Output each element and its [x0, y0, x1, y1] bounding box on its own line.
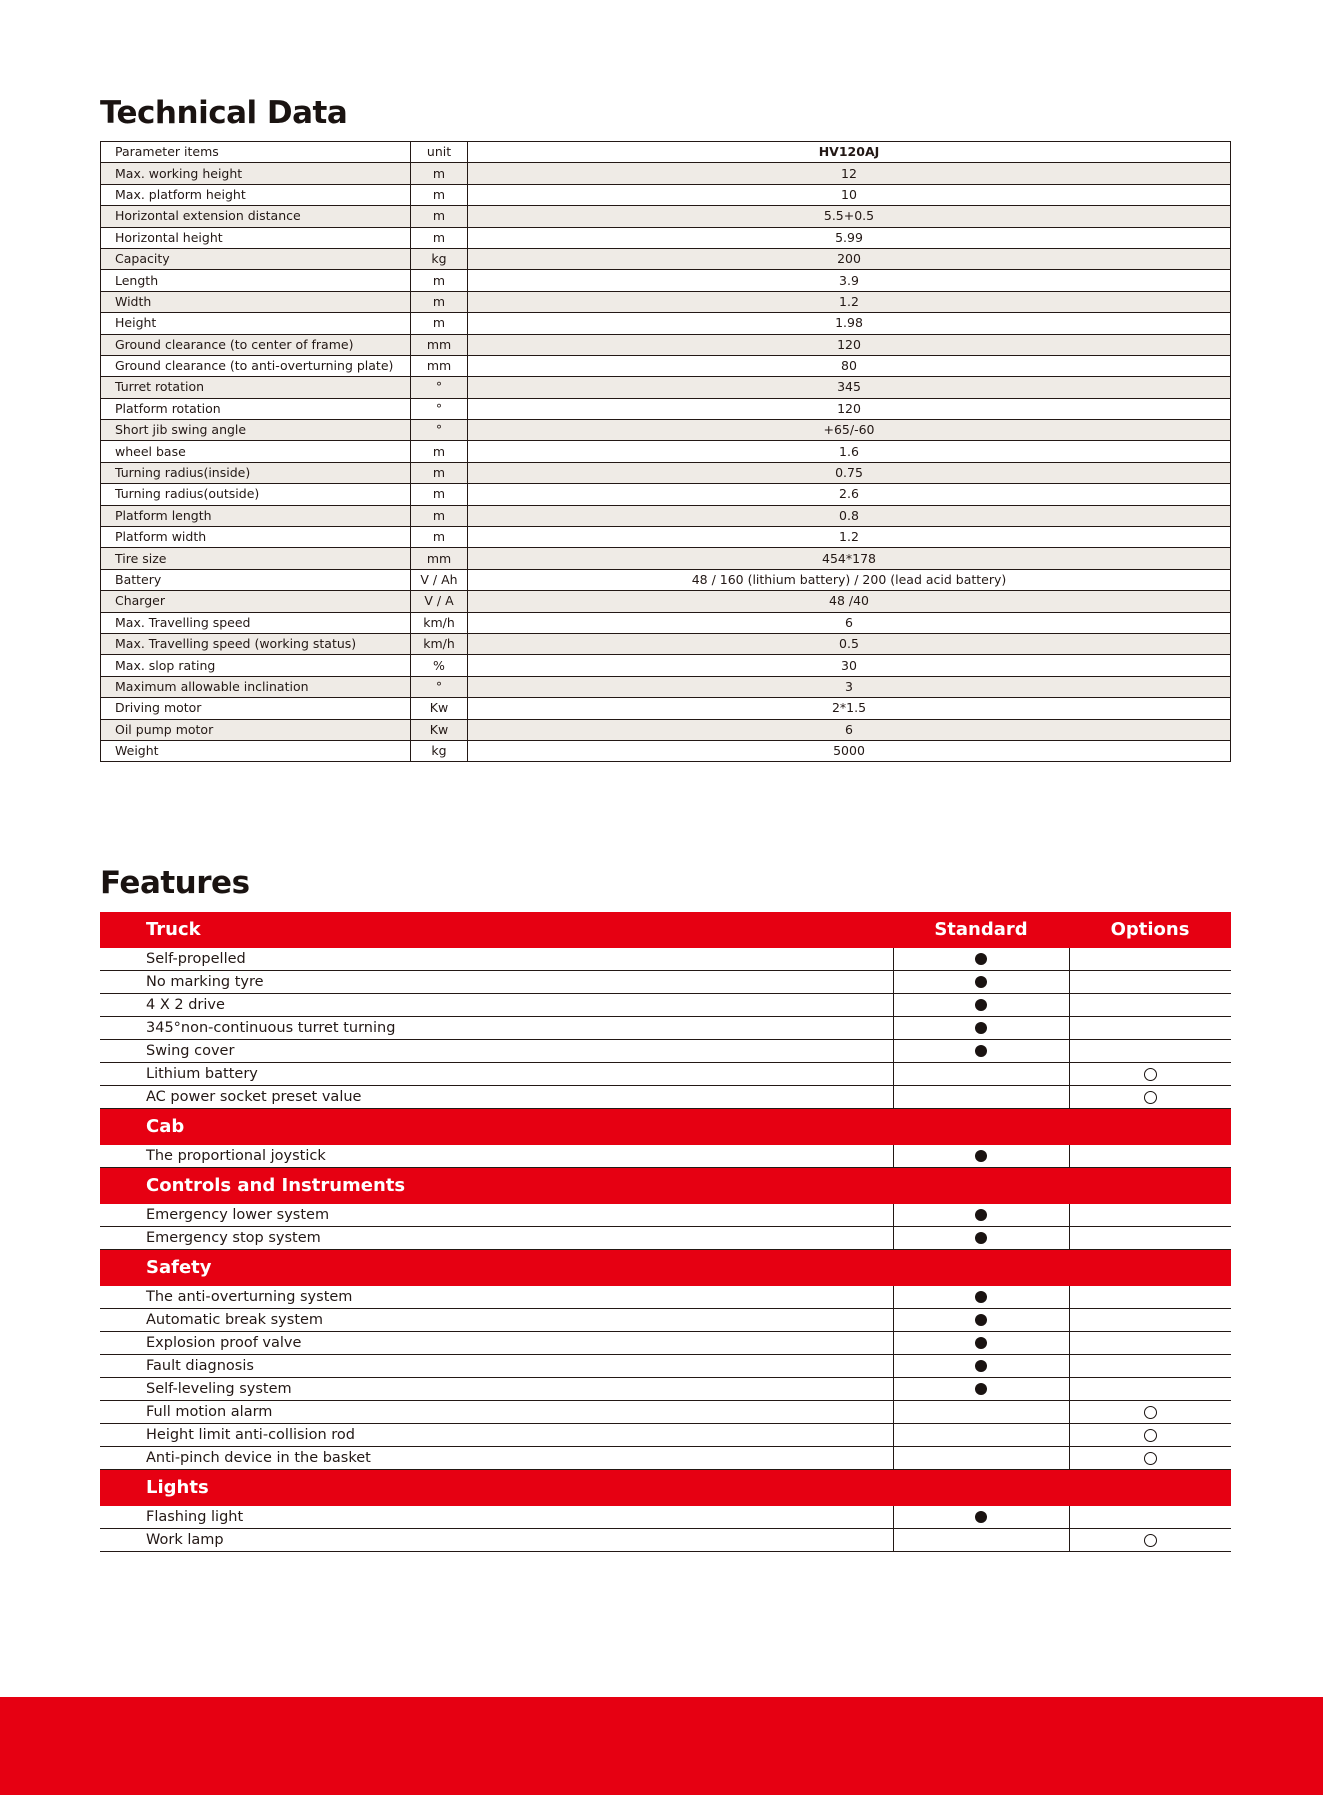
spec-row: [101, 527, 1231, 548]
technical-data-header-row: [101, 142, 1231, 163]
spec-item: Weight: [101, 740, 411, 761]
feature-label: Height limit anti-collision rod: [100, 1424, 893, 1447]
spec-value: 1.6: [468, 441, 1231, 462]
spec-unit: °: [411, 398, 468, 419]
spec-value: 5000: [468, 740, 1231, 761]
filled-circle-icon: [975, 1045, 987, 1057]
feature-label: The proportional joystick: [100, 1145, 893, 1168]
feature-section-name: Cab: [100, 1109, 893, 1146]
feature-row: [100, 1286, 1231, 1309]
feature-label: No marking tyre: [100, 971, 893, 994]
spec-unit: km/h: [411, 612, 468, 633]
standard-cell: [893, 1145, 1069, 1168]
standard-cell: [893, 1378, 1069, 1401]
spec-value: 6: [468, 719, 1231, 740]
feature-row: [100, 1040, 1231, 1063]
spec-row: [101, 377, 1231, 398]
feature-label: Explosion proof valve: [100, 1332, 893, 1355]
spec-unit: m: [411, 227, 468, 248]
standard-column-header: [893, 1109, 1069, 1146]
options-cell: [1069, 994, 1231, 1017]
filled-circle-icon: [975, 976, 987, 988]
spec-unit: kg: [411, 740, 468, 761]
spec-unit: m: [411, 441, 468, 462]
spec-unit: m: [411, 184, 468, 205]
standard-cell: [893, 1401, 1069, 1424]
feature-section-header: [100, 1470, 1231, 1507]
hollow-circle-icon: [1144, 1406, 1157, 1419]
spec-item: Horizontal extension distance: [101, 206, 411, 227]
footer-band: [0, 1697, 1323, 1795]
options-cell: [1069, 1309, 1231, 1332]
spec-value: 0.75: [468, 462, 1231, 483]
filled-circle-icon: [975, 1022, 987, 1034]
spec-item: Width: [101, 291, 411, 312]
options-cell: [1069, 1086, 1231, 1109]
spec-row: [101, 612, 1231, 633]
feature-row: [100, 1332, 1231, 1355]
filled-circle-icon: [975, 1150, 987, 1162]
spec-item: Platform width: [101, 527, 411, 548]
header-parameter-items: Parameter items: [101, 142, 411, 163]
spec-unit: mm: [411, 334, 468, 355]
options-cell: [1069, 1017, 1231, 1040]
spec-value: 3.9: [468, 270, 1231, 291]
features-title: Features: [100, 865, 250, 901]
spec-value: 0.5: [468, 633, 1231, 654]
standard-column-header: [893, 1250, 1069, 1287]
feature-row: [100, 1017, 1231, 1040]
spec-row: [101, 484, 1231, 505]
technical-data-table: [100, 141, 1231, 762]
spec-item: Platform length: [101, 505, 411, 526]
spec-row: [101, 420, 1231, 441]
spec-row: [101, 462, 1231, 483]
spec-item: Battery: [101, 569, 411, 590]
options-cell: [1069, 1286, 1231, 1309]
spec-unit: %: [411, 655, 468, 676]
feature-section-name: Safety: [100, 1250, 893, 1287]
hollow-circle-icon: [1144, 1452, 1157, 1465]
spec-value: 12: [468, 163, 1231, 184]
options-column-header: Options: [1069, 912, 1231, 948]
technical-data-body: [101, 142, 1231, 762]
hollow-circle-icon: [1144, 1534, 1157, 1547]
spec-item: Max. Travelling speed: [101, 612, 411, 633]
feature-row: [100, 1506, 1231, 1529]
spec-value: +65/-60: [468, 420, 1231, 441]
options-cell: [1069, 1424, 1231, 1447]
spec-unit: kg: [411, 248, 468, 269]
spec-value: 3: [468, 676, 1231, 697]
feature-row: [100, 1355, 1231, 1378]
standard-cell: [893, 1332, 1069, 1355]
spec-value: 0.8: [468, 505, 1231, 526]
standard-cell: [893, 948, 1069, 971]
feature-label: 345°non-continuous turret turning: [100, 1017, 893, 1040]
feature-section-header: [100, 1109, 1231, 1146]
filled-circle-icon: [975, 1232, 987, 1244]
spec-value: 1.2: [468, 527, 1231, 548]
options-cell: [1069, 948, 1231, 971]
feature-row: [100, 1204, 1231, 1227]
spec-value: 1.2: [468, 291, 1231, 312]
spec-unit: Kw: [411, 719, 468, 740]
spec-item: Max. platform height: [101, 184, 411, 205]
spec-item: Turning radius(inside): [101, 462, 411, 483]
spec-value: 200: [468, 248, 1231, 269]
options-cell: [1069, 1227, 1231, 1250]
spec-unit: m: [411, 291, 468, 312]
standard-column-header: [893, 1470, 1069, 1507]
feature-label: Emergency stop system: [100, 1227, 893, 1250]
feature-row: [100, 1309, 1231, 1332]
spec-row: [101, 441, 1231, 462]
spec-item: Short jib swing angle: [101, 420, 411, 441]
spec-value: 30: [468, 655, 1231, 676]
spec-value: 120: [468, 334, 1231, 355]
spec-unit: °: [411, 377, 468, 398]
options-cell: [1069, 1378, 1231, 1401]
spec-unit: m: [411, 484, 468, 505]
spec-unit: m: [411, 270, 468, 291]
spec-item: Tire size: [101, 548, 411, 569]
spec-row: [101, 591, 1231, 612]
standard-cell: [893, 1424, 1069, 1447]
spec-row: [101, 355, 1231, 376]
feature-row: [100, 1063, 1231, 1086]
spec-unit: km/h: [411, 633, 468, 654]
spec-value: 48 / 160 (lithium battery) / 200 (lead acid battery): [468, 569, 1231, 590]
standard-cell: [893, 994, 1069, 1017]
spec-row: [101, 163, 1231, 184]
spec-row: [101, 248, 1231, 269]
spec-item: Charger: [101, 591, 411, 612]
feature-row: [100, 1424, 1231, 1447]
options-cell: [1069, 1204, 1231, 1227]
feature-label: Self-leveling system: [100, 1378, 893, 1401]
spec-row: [101, 698, 1231, 719]
spec-item: Max. slop rating: [101, 655, 411, 676]
spec-row: [101, 398, 1231, 419]
options-cell: [1069, 1063, 1231, 1086]
options-cell: [1069, 1145, 1231, 1168]
standard-cell: [893, 1017, 1069, 1040]
feature-row: [100, 948, 1231, 971]
spec-item: Max. Travelling speed (working status): [101, 633, 411, 654]
spec-unit: m: [411, 313, 468, 334]
spec-value: 80: [468, 355, 1231, 376]
hollow-circle-icon: [1144, 1068, 1157, 1081]
spec-item: Driving motor: [101, 698, 411, 719]
spec-unit: m: [411, 206, 468, 227]
feature-row: [100, 1529, 1231, 1552]
spec-row: [101, 206, 1231, 227]
spec-unit: mm: [411, 548, 468, 569]
feature-label: Self-propelled: [100, 948, 893, 971]
technical-data-title: Technical Data: [100, 95, 348, 131]
spec-item: Oil pump motor: [101, 719, 411, 740]
feature-label: Anti-pinch device in the basket: [100, 1447, 893, 1470]
spec-unit: °: [411, 420, 468, 441]
spec-unit: Kw: [411, 698, 468, 719]
standard-column-header: [893, 1168, 1069, 1205]
standard-cell: [893, 1286, 1069, 1309]
spec-row: [101, 740, 1231, 761]
features-body: [100, 912, 1231, 1552]
filled-circle-icon: [975, 1209, 987, 1221]
standard-cell: [893, 1040, 1069, 1063]
spec-item: Capacity: [101, 248, 411, 269]
spec-item: Max. working height: [101, 163, 411, 184]
feature-row: [100, 1086, 1231, 1109]
options-cell: [1069, 1447, 1231, 1470]
spec-value: 2*1.5: [468, 698, 1231, 719]
spec-row: [101, 505, 1231, 526]
spec-unit: mm: [411, 355, 468, 376]
options-column-header: [1069, 1470, 1231, 1507]
feature-label: Automatic break system: [100, 1309, 893, 1332]
options-cell: [1069, 1401, 1231, 1424]
spec-unit: m: [411, 505, 468, 526]
standard-cell: [893, 1309, 1069, 1332]
spec-unit: V / A: [411, 591, 468, 612]
spec-unit: V / Ah: [411, 569, 468, 590]
options-column-header: [1069, 1109, 1231, 1146]
standard-cell: [893, 1204, 1069, 1227]
feature-label: Swing cover: [100, 1040, 893, 1063]
spec-row: [101, 655, 1231, 676]
options-column-header: [1069, 1250, 1231, 1287]
spec-unit: m: [411, 163, 468, 184]
spec-item: Maximum allowable inclination: [101, 676, 411, 697]
standard-cell: [893, 1447, 1069, 1470]
filled-circle-icon: [975, 953, 987, 965]
standard-cell: [893, 1529, 1069, 1552]
spec-row: [101, 291, 1231, 312]
feature-row: [100, 971, 1231, 994]
spec-value: 345: [468, 377, 1231, 398]
feature-label: Emergency lower system: [100, 1204, 893, 1227]
filled-circle-icon: [975, 1360, 987, 1372]
header-model: HV120AJ: [468, 142, 1231, 163]
spec-row: [101, 676, 1231, 697]
options-cell: [1069, 1040, 1231, 1063]
spec-row: [101, 633, 1231, 654]
hollow-circle-icon: [1144, 1091, 1157, 1104]
options-cell: [1069, 1506, 1231, 1529]
feature-section-header: [100, 912, 1231, 948]
spec-item: Turning radius(outside): [101, 484, 411, 505]
spec-value: 5.99: [468, 227, 1231, 248]
spec-row: [101, 548, 1231, 569]
spec-row: [101, 334, 1231, 355]
standard-cell: [893, 1506, 1069, 1529]
standard-cell: [893, 1063, 1069, 1086]
feature-section-header: [100, 1168, 1231, 1205]
options-column-header: [1069, 1168, 1231, 1205]
spec-item: Ground clearance (to anti-overturning plate): [101, 355, 411, 376]
spec-unit: °: [411, 676, 468, 697]
filled-circle-icon: [975, 1291, 987, 1303]
filled-circle-icon: [975, 1383, 987, 1395]
spec-row: [101, 227, 1231, 248]
spec-value: 10: [468, 184, 1231, 205]
feature-label: 4 X 2 drive: [100, 994, 893, 1017]
spec-unit: m: [411, 527, 468, 548]
feature-label: Full motion alarm: [100, 1401, 893, 1424]
feature-row: [100, 1145, 1231, 1168]
feature-label: Flashing light: [100, 1506, 893, 1529]
feature-row: [100, 1378, 1231, 1401]
spec-unit: m: [411, 462, 468, 483]
feature-label: Fault diagnosis: [100, 1355, 893, 1378]
feature-section-name: Controls and Instruments: [100, 1168, 893, 1205]
spec-item: Ground clearance (to center of frame): [101, 334, 411, 355]
feature-section-header: [100, 1250, 1231, 1287]
spec-value: 6: [468, 612, 1231, 633]
options-cell: [1069, 1332, 1231, 1355]
feature-label: Lithium battery: [100, 1063, 893, 1086]
spec-item: Height: [101, 313, 411, 334]
filled-circle-icon: [975, 1511, 987, 1523]
feature-row: [100, 1227, 1231, 1250]
filled-circle-icon: [975, 1314, 987, 1326]
spec-value: 1.98: [468, 313, 1231, 334]
hollow-circle-icon: [1144, 1429, 1157, 1442]
spec-value: 48 /40: [468, 591, 1231, 612]
feature-row: [100, 1401, 1231, 1424]
features-table: [100, 912, 1231, 1552]
spec-item: Turret rotation: [101, 377, 411, 398]
spec-row: [101, 270, 1231, 291]
feature-row: [100, 994, 1231, 1017]
feature-label: Work lamp: [100, 1529, 893, 1552]
standard-column-header: Standard: [893, 912, 1069, 948]
spec-value: 454*178: [468, 548, 1231, 569]
spec-row: [101, 569, 1231, 590]
spec-row: [101, 184, 1231, 205]
feature-row: [100, 1447, 1231, 1470]
standard-cell: [893, 1086, 1069, 1109]
spec-value: 5.5+0.5: [468, 206, 1231, 227]
options-cell: [1069, 971, 1231, 994]
standard-cell: [893, 1355, 1069, 1378]
spec-row: [101, 719, 1231, 740]
spec-item: Length: [101, 270, 411, 291]
feature-label: AC power socket preset value: [100, 1086, 893, 1109]
feature-section-name: Lights: [100, 1470, 893, 1507]
options-cell: [1069, 1355, 1231, 1378]
spec-item: Horizontal height: [101, 227, 411, 248]
filled-circle-icon: [975, 999, 987, 1011]
spec-item: wheel base: [101, 441, 411, 462]
spec-row: [101, 313, 1231, 334]
standard-cell: [893, 971, 1069, 994]
header-unit: unit: [411, 142, 468, 163]
spec-value: 120: [468, 398, 1231, 419]
options-cell: [1069, 1529, 1231, 1552]
feature-label: The anti-overturning system: [100, 1286, 893, 1309]
spec-item: Platform rotation: [101, 398, 411, 419]
standard-cell: [893, 1227, 1069, 1250]
filled-circle-icon: [975, 1337, 987, 1349]
spec-value: 2.6: [468, 484, 1231, 505]
feature-section-name: Truck: [100, 912, 893, 948]
